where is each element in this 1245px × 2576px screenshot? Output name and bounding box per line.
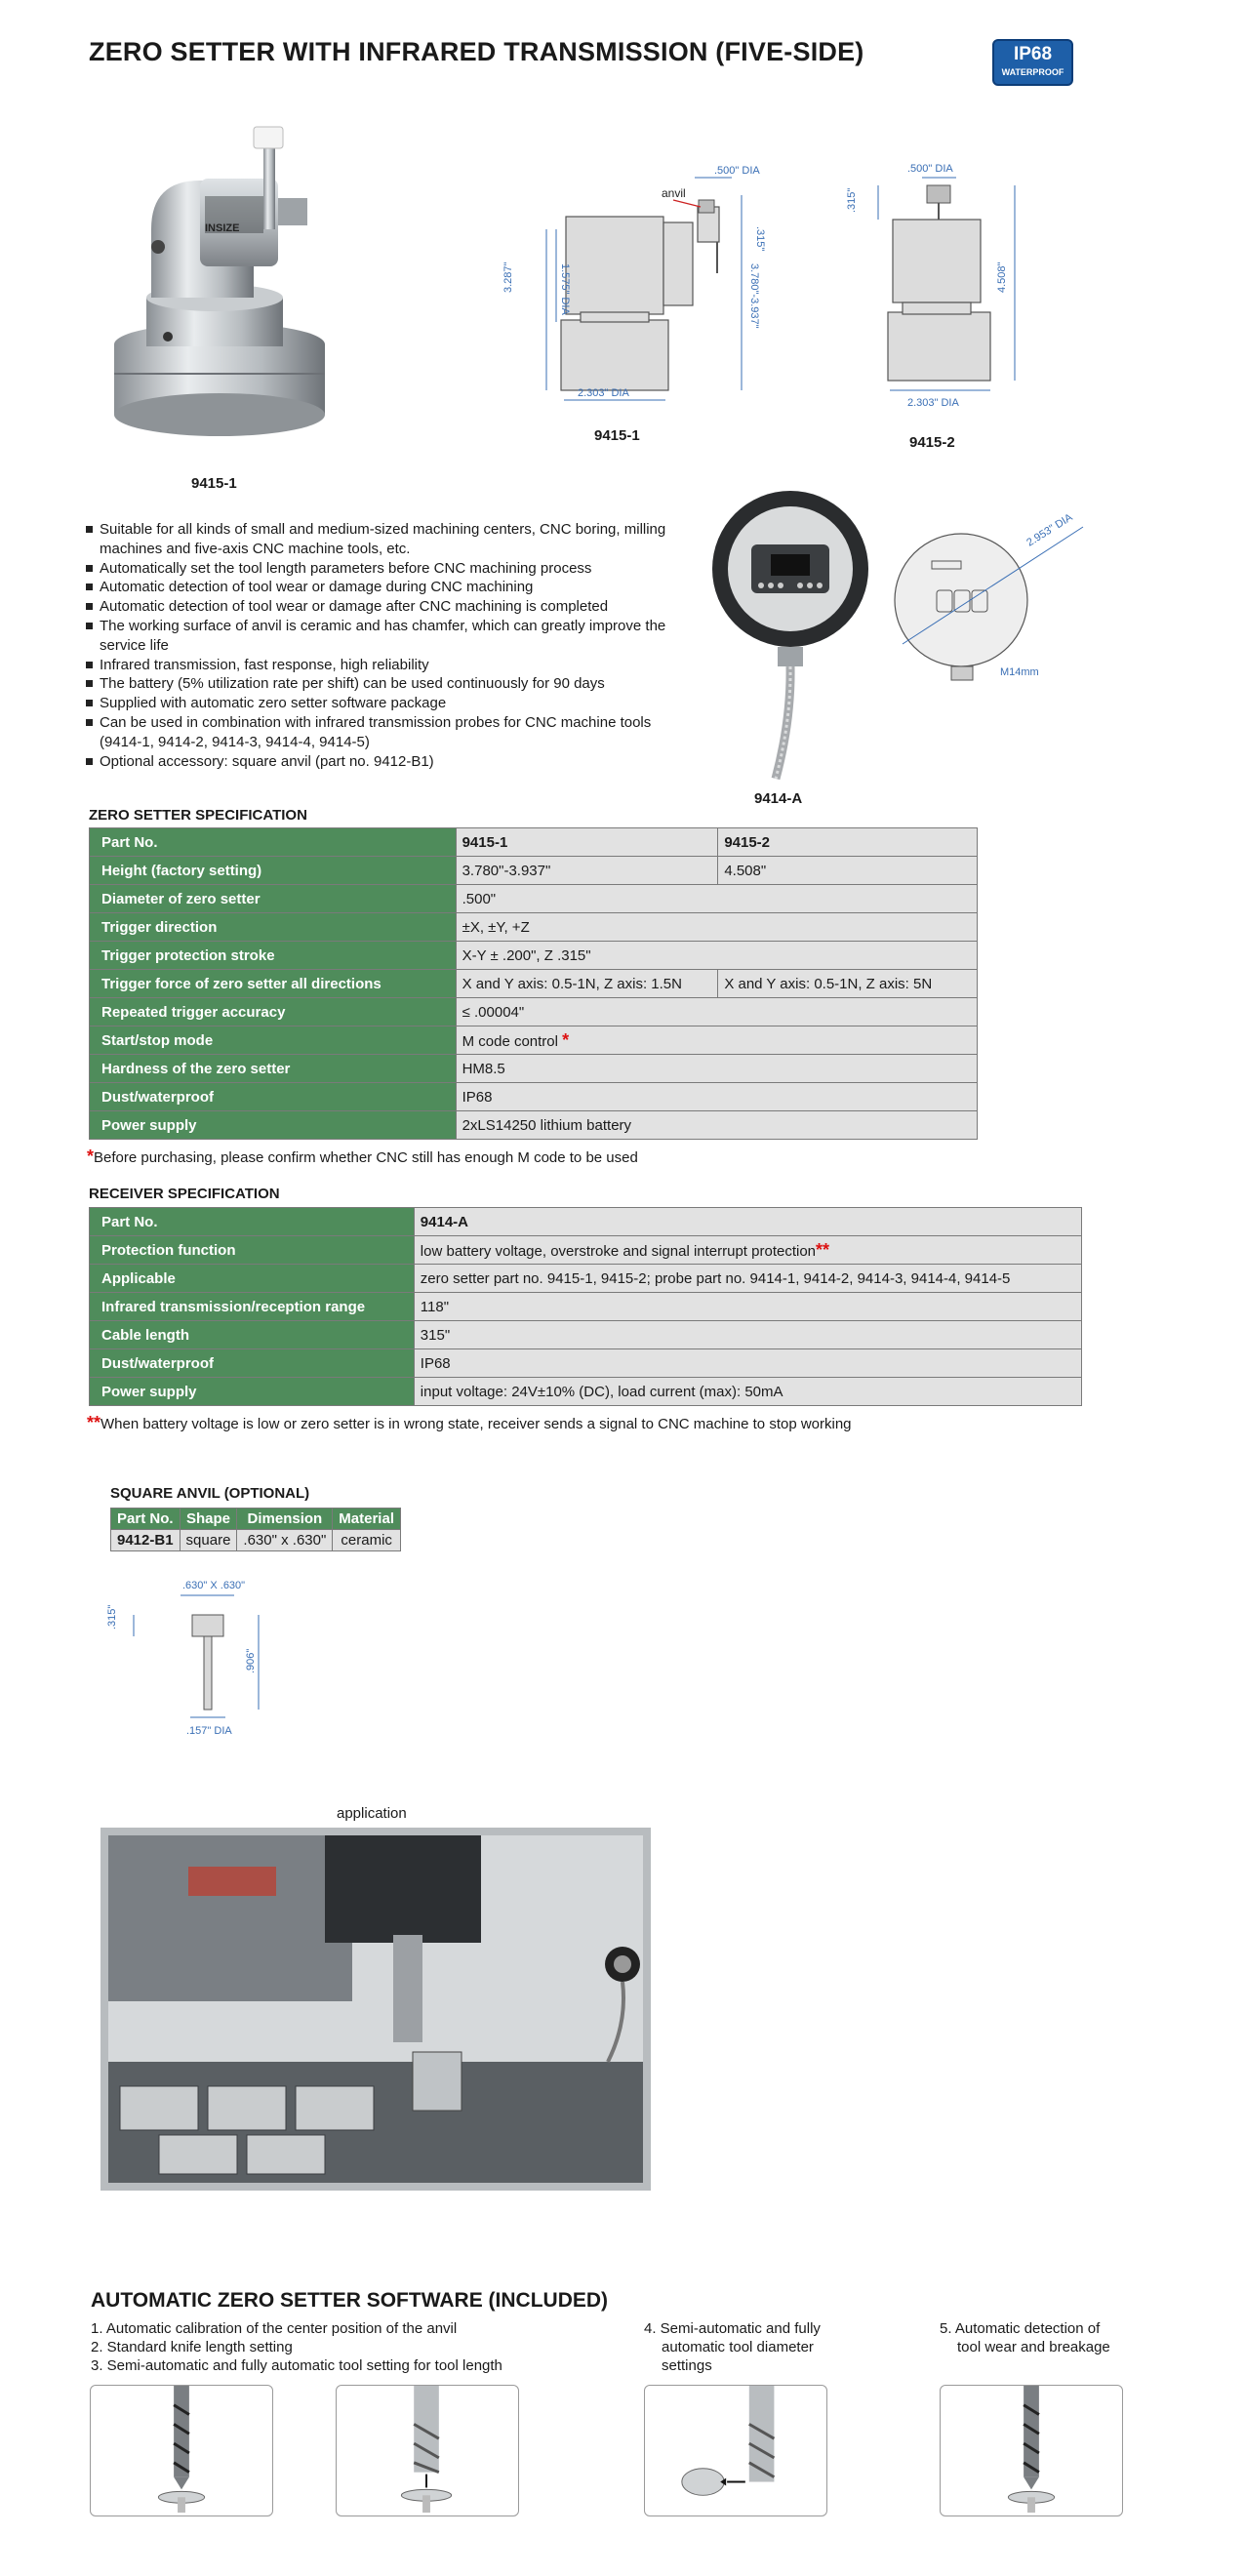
table-row bbox=[90, 1208, 1082, 1236]
table-row bbox=[111, 1530, 401, 1551]
tool-illustration-diameter bbox=[644, 2385, 827, 2516]
feature-item: Automatic detection of tool wear or damage after CNC machining is completed bbox=[86, 597, 691, 617]
software-item-cont: settings bbox=[662, 2357, 712, 2374]
spec-value-text: low battery voltage, overstroke and signal interrupt protection bbox=[420, 1242, 817, 1260]
spec-label: Infrared transmission/reception range bbox=[90, 1293, 415, 1321]
spec-label: Part No. bbox=[90, 828, 457, 857]
column-header: Part No. bbox=[111, 1509, 181, 1530]
spec-value: X and Y axis: 0.5-1N, Z axis: 5N bbox=[718, 970, 978, 998]
dim2-side: .315" bbox=[846, 187, 858, 213]
zero-setter-spec-table bbox=[89, 827, 978, 1140]
dim-base-dia: 2.303" DIA bbox=[578, 387, 629, 399]
table-row bbox=[90, 942, 978, 970]
spec-label: Part No. bbox=[90, 1208, 415, 1236]
zero-setter-spec-heading: ZERO SETTER SPECIFICATION bbox=[89, 807, 307, 824]
heading-text: SQUARE ANVIL bbox=[110, 1485, 221, 1502]
anvil-dim-right: .906" bbox=[245, 1648, 257, 1673]
table-row bbox=[90, 1265, 1082, 1293]
application-label: application bbox=[337, 1805, 407, 1822]
spec-label: Hardness of the zero setter bbox=[90, 1055, 457, 1083]
spec-label: Trigger direction bbox=[90, 913, 457, 942]
table-row bbox=[90, 857, 978, 885]
software-list-1 bbox=[91, 2319, 502, 2375]
software-item: 5. Automatic detection of bbox=[940, 2320, 1101, 2337]
feature-item: Automatically set the tool length parameters before CNC machining process bbox=[86, 559, 691, 579]
spec-value: HM8.5 bbox=[456, 1055, 977, 1083]
spec-value: X and Y axis: 0.5-1N, Z axis: 1.5N bbox=[456, 970, 718, 998]
spec-value: 4.508" bbox=[718, 857, 978, 885]
spec-value: IP68 bbox=[414, 1349, 1081, 1378]
photo-caption: 9415-1 bbox=[191, 475, 237, 492]
tool-illustration-drill bbox=[90, 2385, 273, 2516]
spec-label: Repeated trigger accuracy bbox=[90, 998, 457, 1026]
drawing-9415-1 bbox=[502, 156, 810, 415]
tool-illustration-wear bbox=[940, 2385, 1123, 2516]
square-anvil-drawing bbox=[106, 1571, 288, 1737]
table-cell: ceramic bbox=[333, 1530, 401, 1551]
dim-top-dia: .500" DIA bbox=[714, 165, 760, 177]
table-row bbox=[90, 1321, 1082, 1349]
anvil-label: anvil bbox=[662, 186, 686, 200]
drawing-9415-2 bbox=[846, 156, 1044, 415]
receiver-m14: M14mm bbox=[1000, 666, 1039, 678]
table-row bbox=[90, 828, 978, 857]
asterisk-mark: * bbox=[562, 1029, 570, 1050]
dim2-base-dia: 2.303" DIA bbox=[907, 397, 959, 409]
table-row bbox=[90, 1083, 978, 1111]
spec-value: 9414-A bbox=[414, 1208, 1081, 1236]
spec-value: zero setter part no. 9415-1, 9415-2; probe part no. 9414-1, 9414-2, 9414-3, 9414-4, 9414-5 bbox=[414, 1265, 1081, 1293]
table-header-row bbox=[111, 1509, 401, 1530]
spec-label: Applicable bbox=[90, 1265, 415, 1293]
double-asterisk-mark: ** bbox=[87, 1413, 101, 1432]
table-row bbox=[90, 1349, 1082, 1378]
spec-value-text: M code control bbox=[462, 1032, 558, 1050]
software-list-5 bbox=[940, 2319, 1110, 2356]
spec-label: Height (factory setting) bbox=[90, 857, 457, 885]
badge-main: IP68 bbox=[1013, 44, 1053, 64]
column-header: Material bbox=[333, 1509, 401, 1530]
spec-value: ≤ .00004" bbox=[456, 998, 977, 1026]
zero-setter-photo bbox=[107, 122, 332, 459]
spec-value: 118" bbox=[414, 1293, 1081, 1321]
spec-label: Power supply bbox=[90, 1378, 415, 1406]
spec-label: Power supply bbox=[90, 1111, 457, 1140]
heading-sub: (OPTIONAL) bbox=[223, 1485, 310, 1502]
spec-value: IP68 bbox=[456, 1083, 977, 1111]
feature-item: Supplied with automatic zero setter software package bbox=[86, 694, 691, 713]
drawing1-caption: 9415-1 bbox=[594, 427, 640, 444]
software-list-4 bbox=[644, 2319, 821, 2375]
table-row bbox=[90, 913, 978, 942]
anvil-dim-top: .630" X .630" bbox=[182, 1580, 246, 1591]
note-text: Before purchasing, please confirm whether CNC still has enough M code to be used bbox=[94, 1149, 638, 1166]
spec-value: X-Y ± .200", Z .315" bbox=[456, 942, 977, 970]
feature-item: Infrared transmission, fast response, high reliability bbox=[86, 656, 691, 675]
feature-item: The working surface of anvil is ceramic and has chamfer, which can greatly improve the service life bbox=[86, 617, 691, 656]
table-cell: square bbox=[180, 1530, 237, 1551]
brand-mark: INSIZE bbox=[205, 222, 240, 234]
drawing2-caption: 9415-2 bbox=[909, 434, 955, 451]
feature-item: Optional accessory: square anvil (part no. 9412-B1) bbox=[86, 752, 691, 772]
receiver-drawing bbox=[883, 511, 1098, 693]
table-cell: 9412-B1 bbox=[111, 1530, 181, 1551]
dim-3287: 3.287" bbox=[502, 262, 514, 293]
spec-value: input voltage: 24V±10% (DC), load current (max): 50mA bbox=[414, 1378, 1081, 1406]
spec-value bbox=[414, 1236, 1081, 1265]
dim-1575: 1.575" DIA bbox=[559, 263, 571, 315]
table-row bbox=[90, 1026, 978, 1055]
receiver-caption: 9414-A bbox=[754, 790, 803, 807]
feature-item: Automatic detection of tool wear or damage during CNC machining bbox=[86, 578, 691, 597]
spec-label: Diameter of zero setter bbox=[90, 885, 457, 913]
receiver-photo bbox=[707, 486, 873, 779]
dim-3780: 3.780"-3.937" bbox=[748, 263, 760, 329]
zero-setter-note bbox=[87, 1147, 638, 1167]
table-row bbox=[90, 885, 978, 913]
spec-value: 2xLS14250 lithium battery bbox=[456, 1111, 977, 1140]
feature-item: Can be used in combination with infrared transmission probes for CNC machine tools (9414-1, 9414-2, 9414-3, 9414-4, 9414-5) bbox=[86, 713, 691, 752]
software-title: AUTOMATIC ZERO SETTER SOFTWARE (INCLUDED) bbox=[91, 2289, 609, 2312]
table-cell: .630" x .630" bbox=[237, 1530, 333, 1551]
software-item: 1. Automatic calibration of the center position of the anvil bbox=[91, 2320, 458, 2337]
spec-value: 315" bbox=[414, 1321, 1081, 1349]
square-anvil-heading bbox=[110, 1485, 309, 1502]
page-title: ZERO SETTER WITH INFRARED TRANSMISSION (FIVE-SIDE) bbox=[89, 37, 864, 66]
table-row bbox=[90, 1111, 978, 1140]
note-text: When battery voltage is low or zero setter is in wrong state, receiver sends a signal to CNC machine to stop working bbox=[100, 1416, 852, 1432]
dim-side: .315" bbox=[754, 226, 766, 252]
spec-label: Start/stop mode bbox=[90, 1026, 457, 1055]
column-header: Dimension bbox=[237, 1509, 333, 1530]
software-item: 4. Semi-automatic and fully bbox=[644, 2320, 821, 2337]
spec-label: Trigger protection stroke bbox=[90, 942, 457, 970]
spec-value: 9415-1 bbox=[456, 828, 718, 857]
spec-label: Protection function bbox=[90, 1236, 415, 1265]
receiver-dia: 2.953" DIA bbox=[1024, 511, 1075, 549]
feature-item: The battery (5% utilization rate per shift) can be used continuously for 90 days bbox=[86, 674, 691, 694]
column-header: Shape bbox=[180, 1509, 237, 1530]
table-row bbox=[90, 1236, 1082, 1265]
dim2-4508: 4.508" bbox=[996, 262, 1008, 293]
spec-label: Dust/waterproof bbox=[90, 1083, 457, 1111]
asterisk-mark: * bbox=[87, 1147, 95, 1166]
software-item: 2. Standard knife length setting bbox=[91, 2339, 293, 2355]
ip68-badge bbox=[992, 39, 1073, 86]
spec-label: Dust/waterproof bbox=[90, 1349, 415, 1378]
receiver-spec-table bbox=[89, 1207, 1082, 1406]
spec-value: .500" bbox=[456, 885, 977, 913]
spec-value bbox=[456, 1026, 977, 1055]
square-anvil-table bbox=[110, 1508, 401, 1551]
application-photo bbox=[100, 1828, 651, 2191]
table-row bbox=[90, 1293, 1082, 1321]
double-asterisk-mark: ** bbox=[816, 1239, 830, 1260]
feature-item: Suitable for all kinds of small and medium-sized machining centers, CNC boring, milling machines and five-axis CNC machine tools, etc. bbox=[86, 520, 691, 559]
receiver-spec-heading: RECEIVER SPECIFICATION bbox=[89, 1186, 280, 1202]
receiver-note bbox=[87, 1413, 852, 1433]
spec-value: 3.780"-3.937" bbox=[456, 857, 718, 885]
table-row bbox=[90, 1055, 978, 1083]
anvil-dim-left: .315" bbox=[106, 1604, 118, 1630]
features-list bbox=[86, 520, 691, 771]
table-row bbox=[90, 1378, 1082, 1406]
spec-label: Cable length bbox=[90, 1321, 415, 1349]
software-item-cont: automatic tool diameter bbox=[662, 2339, 814, 2355]
software-item-cont: tool wear and breakage bbox=[957, 2339, 1110, 2355]
badge-sub: WATERPROOF bbox=[1001, 67, 1064, 77]
anvil-dim-bottom: .157" DIA bbox=[186, 1725, 232, 1737]
tool-illustration-endmill bbox=[336, 2385, 519, 2516]
spec-value: 9415-2 bbox=[718, 828, 978, 857]
table-row bbox=[90, 998, 978, 1026]
spec-value: ±X, ±Y, +Z bbox=[456, 913, 977, 942]
spec-label: Trigger force of zero setter all directions bbox=[90, 970, 457, 998]
table-row bbox=[90, 970, 978, 998]
dim2-top-dia: .500" DIA bbox=[907, 163, 953, 175]
software-item: 3. Semi-automatic and fully automatic tool setting for tool length bbox=[91, 2357, 502, 2374]
